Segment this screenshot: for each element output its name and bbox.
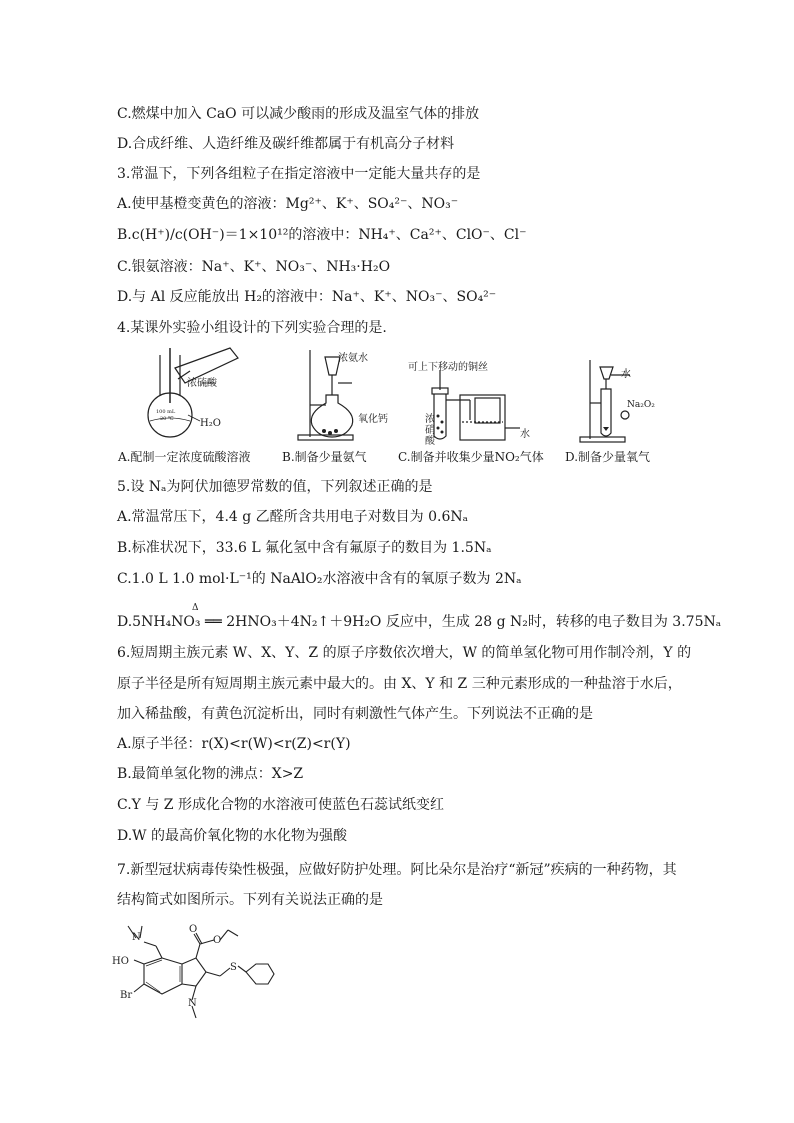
carbonyl-o-label: O (189, 924, 198, 935)
option-c-q5: C.1.0 L 1.0 mol·L⁻¹的 NaAlO₂水溶液中含有的氧原子数为 2Nₐ (117, 571, 522, 587)
figure-a-apparatus (130, 343, 250, 443)
question-6-line-2: 原子半径是所有短周期主族元素中最大的。由 X、Y 和 Z 三种元素形成的一种盐溶于水后， (117, 676, 682, 692)
flask-temp-label: 20 ℃ (160, 416, 174, 422)
option-a-q6: A.原子半径：r(X)<r(W)<r(Z)<r(Y) (117, 736, 351, 752)
option-b-q6: B.最简单氢化物的沸点：X>Z (117, 766, 304, 782)
option-a-q3: A.使甲基橙变黄色的溶液：Mg²⁺、K⁺、SO₄²⁻、NO₃⁻ (117, 196, 459, 212)
question-7-line-1: 7.新型冠状病毒传染性极强，应做好防护处理。阿比朵尔是治疗“新冠”疾病的一种药物，其 (117, 862, 677, 878)
heat-symbol: Δ (192, 603, 199, 613)
caption-c: C.制备并收集少量NO₂气体 (398, 450, 544, 464)
option-c-q6: C.Y 与 Z 形成化合物的水溶液可使蓝色石蕊试纸变红 (117, 797, 444, 813)
label-water-a: H₂O (200, 418, 221, 429)
question-7-line-2: 结构简式如图所示。下列有关说法正确的是 (117, 892, 383, 908)
hydroxyl-label: HO (112, 956, 129, 967)
label-water-c: 水 (520, 429, 530, 440)
label-conc-sulfuric: 浓硫酸 (187, 378, 217, 389)
option-b-q5: B.标准状况下，33.6 L 氟化氢中含有氟原子的数目为 1.5Nₐ (117, 540, 492, 556)
option-d-q6: D.W 的最高价氧化物的水化物为强酸 (117, 828, 348, 844)
label-conc-nitric-1: 浓 (425, 414, 435, 425)
label-conc-nitric-2: 硝 (425, 425, 435, 436)
question-4: 4.某课外实验小组设计的下列实验合理的是. (117, 320, 387, 336)
option-d-q3: D.与 Al 反应能放出 H₂的溶液中：Na⁺、K⁺、NO₃⁻、SO₄²⁻ (117, 289, 497, 305)
caption-d: D.制备少量氧气 (565, 450, 651, 464)
bromo-label: Br (120, 990, 133, 1001)
amine-n-label: N (132, 932, 141, 943)
label-water-d: 水 (621, 369, 631, 380)
question-5: 5.设 Nₐ为阿伏加德罗常数的值，下列叙述正确的是 (117, 479, 433, 495)
label-copper-wire: 可上下移动的铜丝 (408, 362, 488, 373)
label-conc-ammonia: 浓氨水 (338, 353, 368, 364)
option-a-q5: A.常温常压下，4.4 g 乙醛所含共用电子对数目为 0.6Nₐ (117, 509, 469, 525)
ester-o-label: O (213, 935, 222, 946)
arbidol-structure (110, 918, 310, 1028)
option-c-q3: C.银氨溶液：Na⁺、K⁺、NO₃⁻、NH₃·H₂O (117, 259, 391, 275)
option-d-q5: D.5NH₄NO₃ ══ 2HNO₃＋4N₂↑＋9H₂O 反应中，生成 28 g N₂时，转移的电子数目为 3.75Nₐ (117, 614, 722, 630)
option-b-q3: B.c(H⁺)/c(OH⁻)＝1×10¹²的溶液中：NH₄⁺、Ca²⁺、ClO⁻、Cl⁻ (117, 227, 527, 243)
question-6-line-1: 6.短周期主族元素 W、X、Y、Z 的原子序数依次增大，W 的简单氢化物可用作制冷剂，Y 的 (117, 645, 692, 661)
question-3: 3.常温下，下列各组粒子在指定溶液中一定能大量共存的是 (117, 166, 481, 182)
caption-b: B.制备少量氨气 (282, 450, 367, 464)
question-6-line-3: 加入稀盐酸，有黄色沉淀析出，同时有刺激性气体产生。下列说法不正确的是 (117, 706, 593, 722)
option-d-q2: D.合成纤维、人造纤维及碳纤维都属于有机高分子材料 (117, 136, 455, 152)
figure-c-apparatus (420, 370, 530, 445)
caption-a: A.配制一定浓度硫酸溶液 (118, 450, 251, 464)
sulfur-label: S (230, 962, 237, 973)
option-c-q2: C.燃煤中加入 CaO 可以减少酸雨的形成及温室气体的排放 (117, 106, 480, 122)
flask-volume-label: 100 mL (156, 409, 176, 415)
label-calcium-oxide: 氧化钙 (358, 414, 388, 425)
indole-n-label: N (188, 998, 197, 1009)
label-conc-nitric-3: 酸 (425, 436, 435, 447)
label-sodium-peroxide: Na₂O₂ (627, 400, 655, 410)
